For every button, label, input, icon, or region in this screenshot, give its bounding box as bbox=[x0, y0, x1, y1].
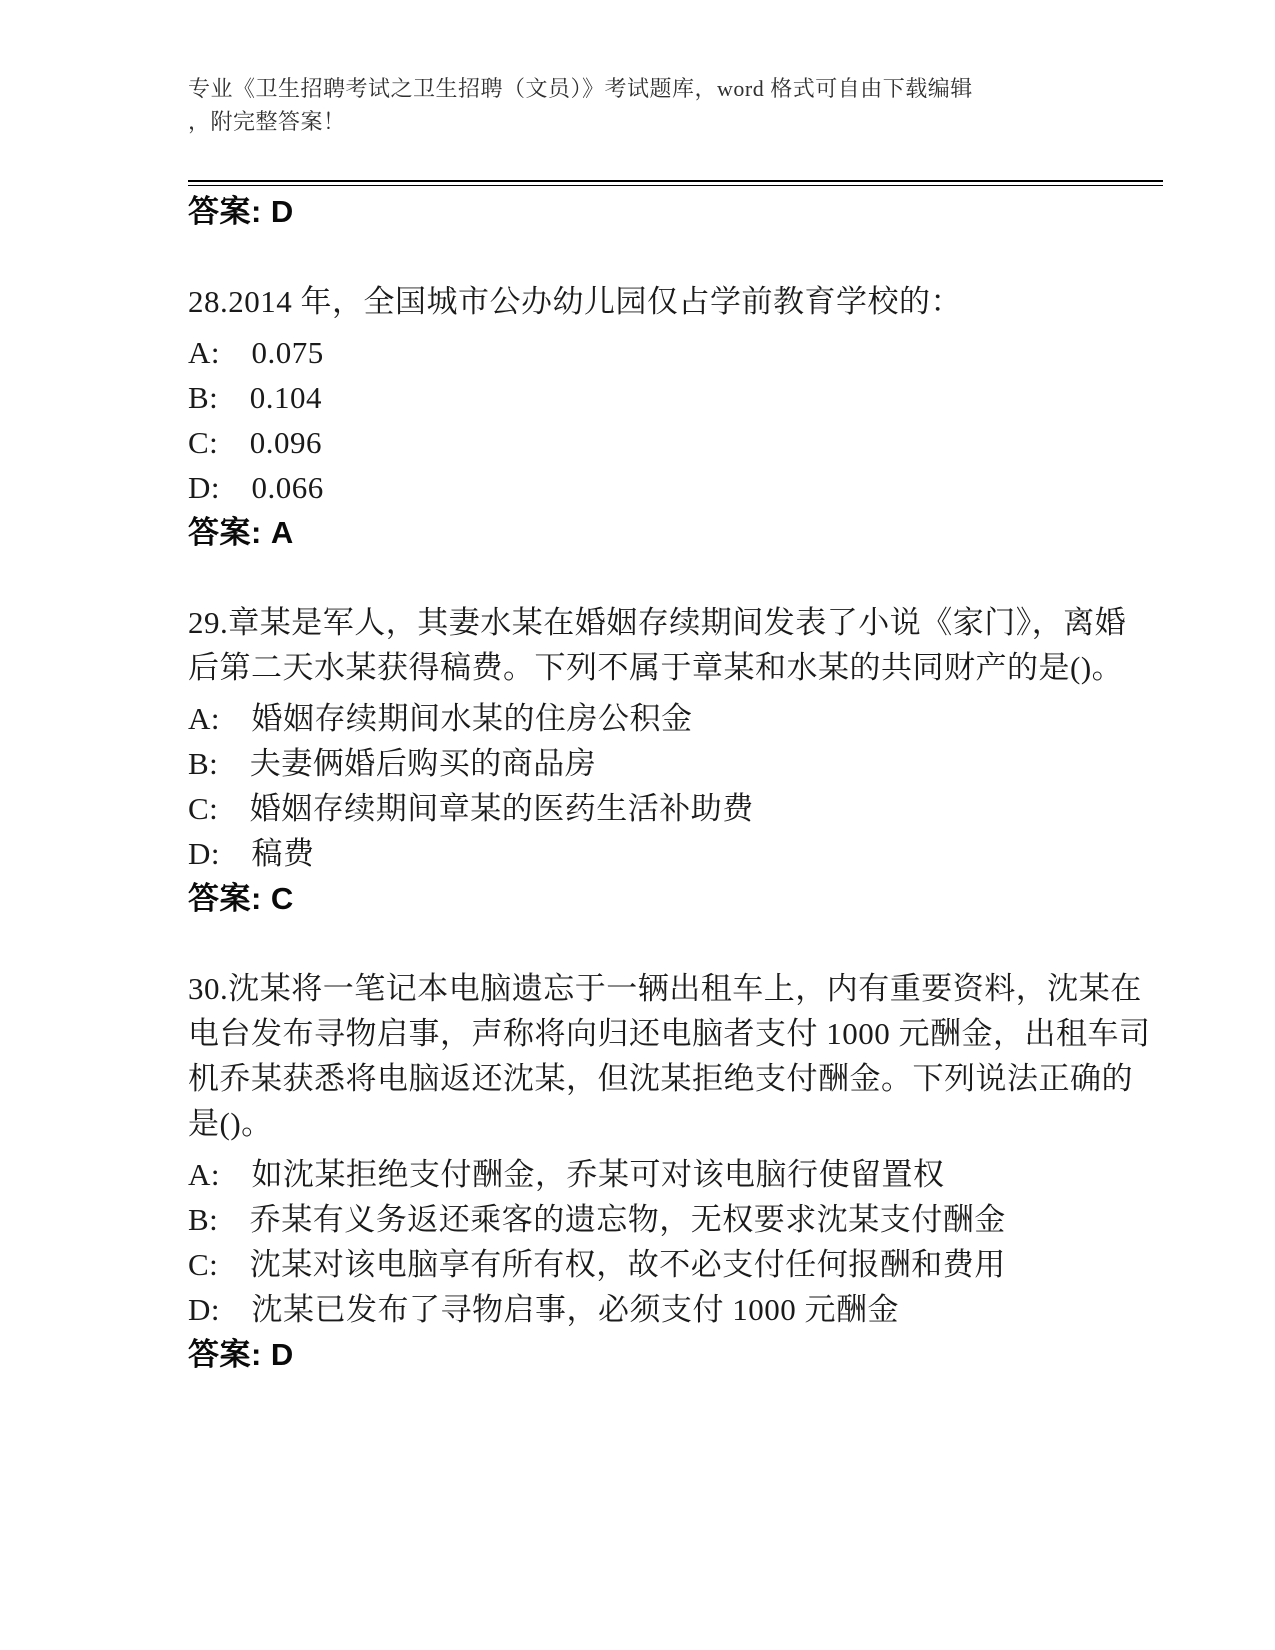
option-line: D: 0.066 bbox=[188, 470, 324, 505]
question-text bbox=[188, 279, 1163, 324]
question-text-line: 电台发布寻物启事，声称将向归还电脑者支付 1000 元酬金，出租车司 bbox=[188, 1016, 1151, 1051]
answer-line: 答案: D bbox=[188, 1337, 294, 1372]
answer-line: 答案: A bbox=[188, 515, 294, 550]
question-block bbox=[188, 279, 1163, 555]
question-text bbox=[188, 600, 1163, 690]
question-block bbox=[188, 966, 1163, 1377]
question-text-line: 是()。 bbox=[188, 1106, 273, 1141]
question-text-line: 28.2014 年，全国城市公办幼儿园仅占学前教育学校的： bbox=[188, 284, 962, 319]
option-line: C: 沈某对该电脑享有所有权，故不必支付任何报酬和费用 bbox=[188, 1247, 1006, 1282]
question-text-line: 机乔某获悉将电脑返还沈某，但沈某拒绝支付酬金。下列说法正确的 bbox=[188, 1061, 1133, 1096]
option-line: D: 稿费 bbox=[188, 836, 315, 871]
option-line: A: 如沈某拒绝支付酬金，乔某可对该电脑行使留置权 bbox=[188, 1157, 945, 1192]
option-line: C: 0.096 bbox=[188, 425, 323, 460]
header-line-2: ，附完整答案！ bbox=[188, 109, 346, 134]
option-line: A: 婚姻存续期间水某的住房公积金 bbox=[188, 701, 693, 736]
answer-line: 答案: D bbox=[188, 194, 294, 229]
option-line: B: 夫妻俩婚后购买的商品房 bbox=[188, 746, 597, 781]
header-line-1: 专业《卫生招聘考试之卫生招聘（文员）》考试题库，word 格式可自由下载编辑 bbox=[188, 76, 973, 101]
question-text bbox=[188, 966, 1163, 1146]
question-text-line: 30.沈某将一笔记本电脑遗忘于一辆出租车上，内有重要资料，沈某在 bbox=[188, 971, 1142, 1006]
page-header bbox=[188, 72, 1163, 186]
option-line: A: 0.075 bbox=[188, 335, 324, 370]
question-block bbox=[188, 600, 1163, 921]
questions bbox=[188, 279, 1163, 1377]
option-line: B: 0.104 bbox=[188, 380, 323, 415]
option-line: C: 婚姻存续期间章某的医药生活补助费 bbox=[188, 791, 754, 826]
option-line: B: 乔某有义务返还乘客的遗忘物，无权要求沈某支付酬金 bbox=[188, 1202, 1006, 1237]
question-text-line: 后第二天水某获得稿费。下列不属于章某和水某的共同财产的是()。 bbox=[188, 650, 1124, 685]
question-text-line: 29.章某是军人，其妻水某在婚姻存续期间发表了小说《家门》，离婚 bbox=[188, 605, 1127, 640]
question-options bbox=[188, 1152, 1163, 1332]
question-options bbox=[188, 696, 1163, 876]
answer-line: 答案: C bbox=[188, 881, 294, 916]
header-divider bbox=[188, 180, 1163, 186]
question-options bbox=[188, 330, 1163, 510]
option-line: D: 沈某已发布了寻物启事，必须支付 1000 元酬金 bbox=[188, 1292, 899, 1327]
document-body bbox=[188, 189, 1163, 1377]
